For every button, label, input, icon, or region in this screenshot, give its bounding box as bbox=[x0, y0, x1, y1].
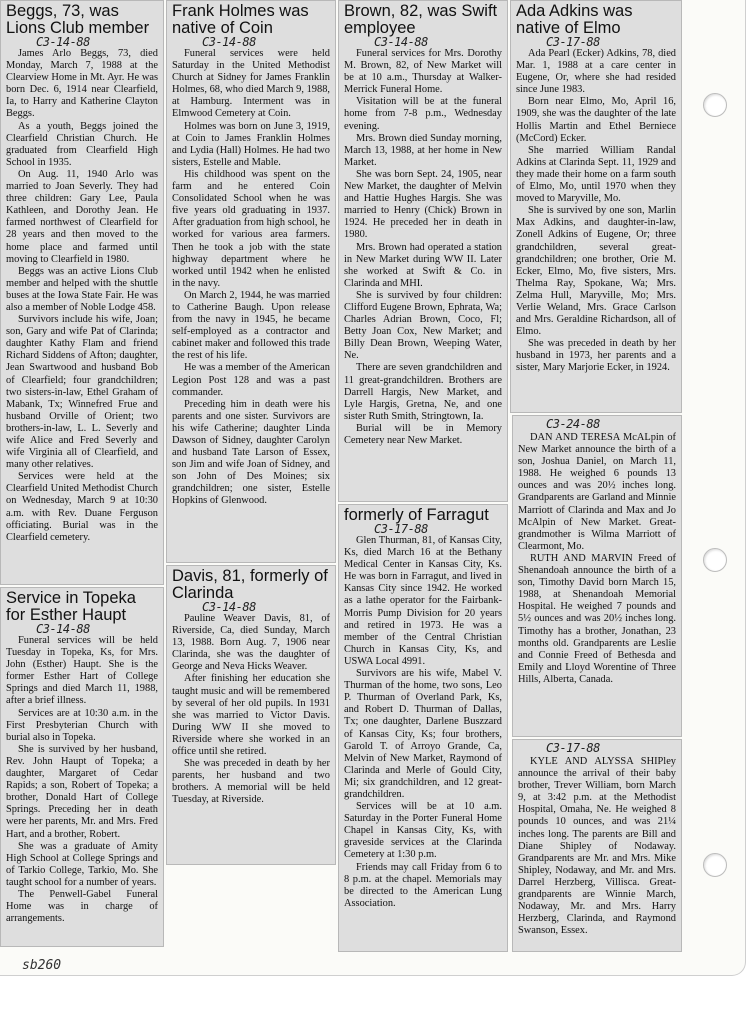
obituary-clipping-davis bbox=[166, 565, 336, 865]
obituary-clipping-thurman bbox=[338, 504, 508, 952]
handwritten-date: C3-17-88 bbox=[374, 522, 428, 536]
paragraph: Beggs was an active Lions Club member and helped with the shuttle buses at the Iowa State Fair. He was also a member of Noble Lodge 458. bbox=[6, 265, 158, 313]
paragraph: Services are at 10:30 a.m. in the First Presbyterian Church with burial also in Topeka. bbox=[6, 707, 158, 743]
article-body bbox=[6, 635, 158, 925]
article-body bbox=[344, 535, 502, 910]
handwritten-date: C3-17-88 bbox=[546, 35, 600, 49]
handwritten-date: C3-24-88 bbox=[546, 417, 600, 431]
paragraph: She was preceded in death by her husband in 1973, her parents and a sister, Mary Marjorie Ecker, in 1924. bbox=[516, 338, 676, 374]
binder-hole bbox=[703, 548, 727, 572]
article-body bbox=[518, 756, 676, 937]
paragraph: As a youth, Beggs joined the Clearfield Christian Church. He graduated from Clearfield High School in 1935. bbox=[6, 120, 158, 168]
paragraph: Ada Pearl (Ecker) Adkins, 78, died Mar. 1, 1988 at a care center in Eugene, Or, where she had resided since June 1983. bbox=[516, 48, 676, 96]
paragraph: Funeral services for Mrs. Dorothy M. Brown, 82, of New Market will be at 10 a.m., Thursday at Walker-Merrick Funeral Home. bbox=[344, 48, 502, 96]
article-body bbox=[344, 48, 502, 447]
paragraph: Services were held at the Clearfield United Methodist Church on Wednesday, March 9 at 10:30 a.m. with Rev. Duane Ferguson officiating. Burial was in the Clearfield cemetery. bbox=[6, 471, 158, 543]
birth-announcement-shipley-clipping bbox=[512, 739, 682, 952]
handwritten-date: C3-14-88 bbox=[36, 35, 90, 49]
paragraph: Friends may call Friday from 6 to 8 p.m. at the chapel. Memorials may be directed to the American Lung Association. bbox=[344, 861, 502, 909]
paragraph: She is survived by one son, Marlin Max Adkins, and daughter-in-law, Zonell Adkins of Eugene, Or; three grandchildren, several great-grandchildren; one brother, Orie M. Ecker, Elmo, Mo, five sisters, Mrs. Thelma Ray, Spokane, Wa; Mrs. Zelma Hull, Maryville, Mo; Mrs. Verlie Weland, Mrs. Grace Carlson and Mrs. Geraldine Richardson, all of Elmo. bbox=[516, 205, 676, 338]
paragraph: After finishing her education she taught music and will be remembered by several of her old pupils. In 1931 she was married to Victor Davis. During WW II she moved to Riverside where she worked in an office until she retired. bbox=[172, 673, 330, 758]
headline: Brown, 82, was Swift employee bbox=[344, 2, 498, 37]
paragraph: She married William Randal Adkins at Clarinda Sept. 11, 1929 and they made their home on a farm south of Elmo, Mo, until 1970 when they moved to Maryville, Mo. bbox=[516, 144, 676, 205]
paragraph: Funeral services were held Saturday in the United Methodist Church at Sidney for James Franklin Holmes, 68, who died March 9, 1988, at Hamburg. Interment was in Elmwood Cemetery at Coin. bbox=[172, 48, 330, 120]
binder-hole bbox=[703, 853, 727, 877]
paragraph: Mrs. Brown died Sunday morning, March 13, 1988, at her home in New Market. bbox=[344, 132, 502, 168]
article-body bbox=[172, 48, 330, 508]
paragraph: She is survived by four children: Clifford Eugene Brown, Ephrata, Wa; Charles Adrian Brown, Coco, Fl; Betty Joan Cox, New Market; and Billy Dean Brown, Weeping Water, Ne. bbox=[344, 289, 502, 362]
paragraph: Services will be at 10 a.m. Saturday in the Porter Funeral Home Chapel in Kansas City, Ks, with graveside services at the Clarinda Cemetery at 1:30 p.m. bbox=[344, 801, 502, 861]
paragraph: Burial will be in Memory Cemetery near New Market. bbox=[344, 422, 502, 446]
paragraph: Survivors are his wife, Mabel V. Thurman of the home, two sons, Leo P. Thurman of Overland Park, Ks, and Robert D. Thurman of Dallas, Tx; one daughter, Darlene Buszzard of Kansas City, Ks; four brothers, Garold T. of Arroyo Grande, Ca, Melvin of New Market, Raymond of Clarinda and Merle of Gould City, Mi; six grandchildren, and 12 great-grandchildren. bbox=[344, 668, 502, 800]
headline: Service in Topeka for Esther Haupt bbox=[6, 589, 136, 624]
handwritten-date: C3-14-88 bbox=[36, 622, 90, 636]
paragraph: Preceding him in death were his parents and one sister. Survivors are his wife Catherine; daughter Linda Dawson of Sidney, daughter Carolyn and husband Tate Larson of Essex, son Jim and wife Joan of Sidney, and son John of Des Moines; six grandchildren; one sister, Estelle Hopkins of Glenwood. bbox=[172, 398, 330, 507]
paragraph: He was a member of the American Legion Post 128 and was a past commander. bbox=[172, 362, 330, 398]
paragraph: Visitation will be at the funeral home from 7-8 p.m., Wednesday evening. bbox=[344, 96, 502, 132]
obituary-clipping-beggs bbox=[0, 0, 164, 585]
paragraph: His childhood was spent on the farm and he entered Coin Consolidated School when he was five years old graduating in 1937. After graduation from high school, he worked for various area farmers. Then he took a job with the state highway department where he worked until 1942 when he enlisted in the navy. bbox=[172, 168, 330, 289]
paragraph: Funeral services will be held Tuesday in Topeka, Ks, for Mrs. John (Esther) Haupt. She is the former Esther Hart of College Springs and died March 11, 1988, after a brief illness. bbox=[6, 635, 158, 707]
headline: formerly of Farragut bbox=[344, 506, 489, 524]
article-body bbox=[172, 613, 330, 807]
article-body bbox=[516, 48, 676, 375]
handwritten-date: C3-14-88 bbox=[202, 600, 256, 614]
headline: Davis, 81, formerly of Clarinda bbox=[172, 567, 328, 602]
page-number-note: sb260 bbox=[22, 958, 62, 973]
handwritten-date: C3-17-88 bbox=[546, 741, 600, 755]
paragraph: Holmes was born on June 3, 1919, at Coin to James Franklin Holmes and Lydia (Hall) Holmes. He had two sisters, Estelle and Mable. bbox=[172, 120, 330, 168]
obituary-clipping-holmes bbox=[166, 0, 336, 563]
headline: Beggs, 73, was Lions Club member bbox=[6, 2, 150, 37]
paragraph: There are seven grandchildren and 11 great-grandchildren. Brothers are Darrell Hargis, New Market, and Lyle Hargis, Gretna, Ne, and one sister Ruth Smith, Stringtown, Ia. bbox=[344, 362, 502, 422]
article-body bbox=[518, 432, 676, 686]
binder-hole bbox=[703, 93, 727, 117]
obituary-clipping-haupt bbox=[0, 587, 164, 947]
paragraph: Glen Thurman, 81, of Kansas City, Ks, died March 16 at the Bethany Medical Center in Kansas City, Ks. He was born in Farragut, and lived in Kansas City since 1942. He worked as a lathe operator for the Fairbank-Morris Pump Division for 20 years and retired in 1973. He was a member of the Central Christian Church in Kansas City, Ks, and USWA Local 4991. bbox=[344, 535, 502, 667]
paragraph: Survivors include his wife, Joan; son, Gary and wife Pat of Clarinda; daughter Kathy Flam and friend Richard Siddens of Afton; daughter, Jean Swartwood and husband Bob of Clearfield; four grandchildren; two sisters-in-law, Ethel Graham of Mabank, Tx; Winnefred Frue and husband Orville of Orient; two brothers-in-law, L. L. Severly and wife Alice and Fred Severly and wife Virginia all of Clearfield, and many other relatives. bbox=[6, 314, 158, 471]
handwritten-date: C3-14-88 bbox=[202, 35, 256, 49]
paragraph: She was preceded in death by her parents, her husband and two brothers. A memorial will be held Tuesday, at Riverside. bbox=[172, 758, 330, 806]
paragraph: She is survived by her husband, Rev. John Haupt of Topeka; a daughter, Margaret of Cedar Rapids; a son, Robert of Topeka; a brother, Donald Hart of College Springs. Preceding her in death were her parents, Mr. and Mrs. Fred Hart, and a brother, Robert. bbox=[6, 743, 158, 840]
paragraph: On Aug. 11, 1940 Arlo was married to Joan Severly. They had three children: Gary Lee, Paula Kathleen, and Dorothy Jean. He farmed northwest of Clearfield for 28 years and then moved to the home place and farmed until moving to Clearfield in 1980. bbox=[6, 168, 158, 265]
headline: Frank Holmes was native of Coin bbox=[172, 2, 309, 37]
handwritten-date: C3-14-88 bbox=[374, 35, 428, 49]
paragraph: James Arlo Beggs, 73, died Monday, March 7, 1988 at the Clearview Home in Mt. Ayr. He was born Dec. 6, 1914 near Clearfield, Ia, to Harry and Katherine Clayton Beggs. bbox=[6, 48, 158, 120]
paragraph: RUTH AND MARVIN Freed of Shenandoah announce the birth of a son, Timothy David born March 15, 1988, at Shenandoah Memorial Hospital. He weighed 7 pounds and 5½ ounces and was 20½ inches long. Timothy has a brother, Jonathan, 23 months old. Grandparents are Leslie and Connie Freed of Bethesda and Emily and Lloyd Worentine of Three Hills, Alberta, Canada. bbox=[518, 552, 676, 685]
paragraph: Pauline Weaver Davis, 81, of Riverside, Ca, died Sunday, March 13, 1988. Born Aug. 7, 1906 near Clarinda, she was the daughter of George and Neva Hicks Weaver. bbox=[172, 613, 330, 673]
paragraph: On March 2, 1944, he was married to Catherine Baugh. Upon release from the navy in 1945, he became self-employed as a contractor and cabinet maker and followed this trade the rest of his life. bbox=[172, 289, 330, 362]
paragraph: She was born Sept. 24, 1905, near New Market, the daughter of Melvin and Hattie Hughes Hargis. She was married to Henry (Chick) Brown in 1924. He preceded her in death in 1980. bbox=[344, 168, 502, 241]
paragraph: KYLE AND ALYSSA SHIPley announce the arrival of their baby brother, Trever William, born March 9, at 3:42 p.m. at the Methodist Hospital, Omaha, Ne. He weighed 8 pounds 10 ounces, and was 21¼ inches long. The parents are Bill and Diane Shipley of Nodaway. Grandparents are Mr. and Mrs. Mike Shipley, Nodaway, and Mr. and Mrs. Darrel Herzberg, Villisca. Great-grandparents are Winnie March, Nodaway, Mr. and Mrs. Harry Herzberg, Clarinda, and Raymond Swanson, Essex. bbox=[518, 756, 676, 937]
paragraph: Born near Elmo, Mo, April 16, 1909, she was the daughter of the late Hollis Martin and Ethel Berniece (McCord) Ecker. bbox=[516, 96, 676, 144]
paragraph: She was a graduate of Amity High School at College Springs and of Tarkio College, Tarkio, Mo. She taught school for a number of years. bbox=[6, 840, 158, 888]
birth-announcements-clipping bbox=[512, 415, 682, 737]
obituary-clipping-adkins bbox=[510, 0, 682, 413]
obituary-clipping-brown bbox=[338, 0, 508, 502]
paragraph: Mrs. Brown had operated a station in New Market during WW II. Later she worked at Swift & Co. in Clarinda and MHI. bbox=[344, 241, 502, 289]
headline: Ada Adkins was native of Elmo bbox=[516, 2, 633, 37]
article-body bbox=[6, 48, 158, 544]
paragraph: DAN AND TERESA McALpin of New Market announce the birth of a son, Joshua Daniel, on March 11, 1988. He weighed 6 pounds 13 ounces and was 20½ inches long. Grandparents are Garland and Minnie Marriott of Clarinda and Max and Jo McAlpin of New Market. Great-grandmother is Wilma Marriott of Clearmont, Mo. bbox=[518, 432, 676, 552]
paragraph: The Penwell-Gabel Funeral Home was in charge of arrangements. bbox=[6, 888, 158, 925]
